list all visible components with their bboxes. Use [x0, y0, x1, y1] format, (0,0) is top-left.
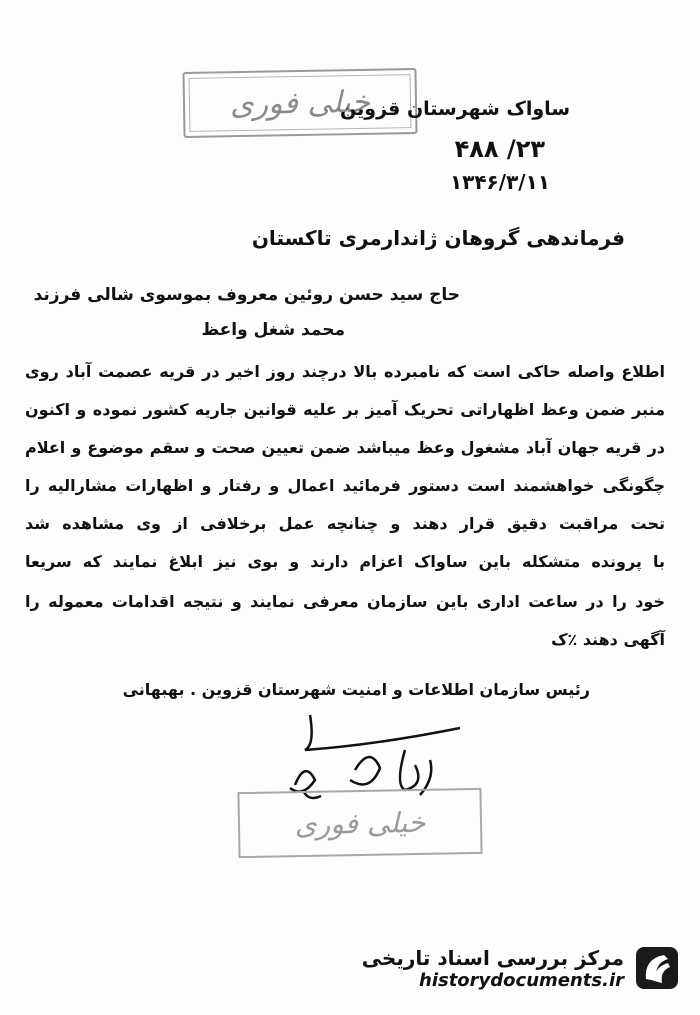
urgent-stamp-text: خیلی فوری	[294, 805, 426, 841]
body-line: اطلاع واصله حاکی است که نامبرده بالا درچند روز اخیر در قریه عصمت آباد روی	[25, 362, 665, 381]
body-line: آگهی دهند ٪ک	[551, 630, 665, 649]
body-line: در قریه جهان آباد مشغول وعظ میباشد ضمن تعیین صحت و سقم موضوع و اعلام	[25, 438, 665, 457]
recipient: فرماندهی گروهان ژاندارمری تاکستان	[251, 226, 625, 250]
site-name: مرکز بررسی اسناد تاریخی	[361, 945, 624, 970]
subject-line-1: حاج سید حسن روئین معروف بموسوی شالی فرزند	[33, 285, 460, 305]
site-url[interactable]: historydocuments.ir	[419, 969, 624, 991]
document-archive-logo-icon	[634, 945, 680, 991]
sender-heading: ساواک شهرستان قزوین	[340, 98, 570, 120]
body-line: با پرونده متشکله باین ساواک اعزام دارند و بوی نیز ابلاغ نمایند که سریعا	[25, 552, 665, 571]
urgent-stamp-bottom	[237, 788, 482, 858]
letter-number: ۲۳/ ۴۸۸	[454, 135, 545, 163]
body-line: چگونگی خواهشمند است دستور فرمائید اعمال و رفتار و اظهارات مشارالیه را	[25, 476, 665, 495]
watermark-footer[interactable]	[362, 945, 680, 991]
letter-date: ۱۳۴۶/۳/۱۱	[449, 170, 550, 194]
signatory-title: رئیس سازمان اطلاعات و امنیت شهرستان قزوین . بهبهانی	[122, 680, 590, 699]
subject-line-2: محمد شغل واعظ	[201, 320, 345, 340]
urgent-stamp-text: خیلی فوری	[229, 84, 371, 122]
body-line: خود را در ساعت اداری باین سازمان معرفی نمایند و نتیجه اقدامات معموله را	[25, 592, 665, 611]
body-line: تحت مراقبت دقیق قرار دهند و چنانچه عمل برخلافی از وی مشاهده شد	[25, 514, 665, 533]
body-line: منبر ضمن وعظ اظهاراتی تحریک آمیز بر علیه قوانین جاریه کشور نموده و اکنون	[25, 400, 665, 419]
